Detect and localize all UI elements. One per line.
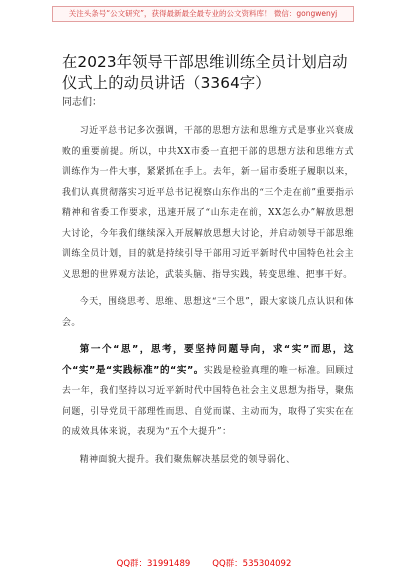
section-1-text: 实践是检验真理的唯一标准。回顾过去一年，我们坚持以习近平新时代中国特色社会主义思想为指导，聚焦问题，引导党员干部理性而思、自觉而谋、主动而为，取得了实实在在的成效具体来说，表现为“五个大提升”： bbox=[62, 365, 354, 437]
paragraph-overview: 今天，围绕思考、思维、思想这“三个思”，跟大家谈几点认识和体会。 bbox=[62, 297, 354, 328]
promo-banner: 关注头条号“公文研究”，获得最新最全最专业的公文资料库！ 微信：gongwenyj bbox=[52, 6, 354, 22]
paragraph-section-1 bbox=[62, 340, 354, 443]
document-title: 在2023年领导干部思维训练全员计划启动仪式上的动员讲话（3364字） bbox=[62, 53, 348, 92]
document-body bbox=[62, 121, 354, 477]
qq-group-1: QQ群：31991489 bbox=[116, 559, 191, 569]
salutation: 同志们： bbox=[62, 97, 102, 108]
section-1-heading: 第一个“思”，思考，要坚持问题导向，求“实”而思，这个“实”是“实践标准”的“实”。 bbox=[62, 344, 354, 376]
paragraph-intro: 习近平总书记多次强调，干部的思想方法和思维方式是事业兴衰成败的重要前提。所以，中共XX市委一直把干部的思想方法和思维方式训练作为一件大事，紧紧抓在手上。去年，新一届市委班子履职以来，我们认真贯彻落实习近平总书记视察山东作出的“三个走在前”重要指示精神和省委工作要求，迅速开展了“山东走在前，XX怎么办”解放思想大讨论，今年我们继续深入开展解放思想大讨论，并启动领导干部思维训练全员计划，目的就是持续引导干部用习近平新时代中国特色社会主义思想的世界观方法论，武装头脑、指导实践，转变思维、把事干好。 bbox=[62, 126, 354, 280]
paragraph-spirit: 精神面貌大提升。我们聚焦解决基层党的领导弱化、 bbox=[79, 454, 296, 465]
qq-group-2: QQ群：535304092 bbox=[212, 559, 292, 569]
footer-contact bbox=[0, 557, 408, 569]
